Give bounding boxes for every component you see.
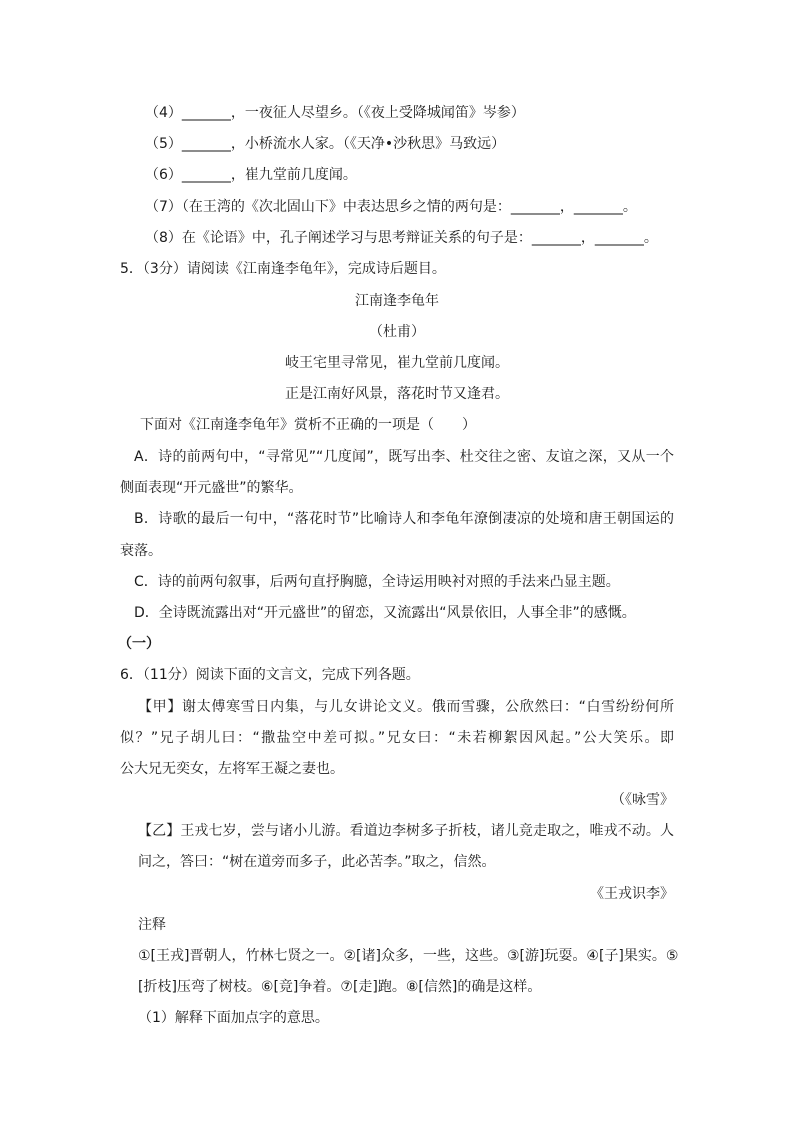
poem-title: 江南逢李龟年 [355, 293, 439, 309]
sub-question-1: （1）解释下面加点字的意思。 [138, 1010, 329, 1026]
poem-author: （杜甫） [369, 324, 425, 340]
option-d: D．全诗既流露出对“开元盛世”的留恋，又流露出“风景依旧，人事全非”的感慨。 [134, 605, 636, 621]
question-5-stem: 下面对《江南逢李龟年》赏析不正确的一项是（ ） [140, 417, 476, 433]
poem-line-2: 正是江南好风景，落花时节又逢君。 [285, 386, 509, 402]
passage-jia-source: （《咏雪》 [611, 792, 674, 808]
passage-yi-source: 《王戎识李》 [590, 886, 674, 902]
option-a-line-1: A．诗的前两句中，“寻常见”“几度闻”，既写出李、杜交往之密、友谊之深，又从一个 [134, 449, 674, 465]
fill-blank-item-8: （8）在《论语》中，孔子阐述学习与思考辩证关系的句子是：_______，_______。 [145, 230, 658, 246]
fill-blank-item-4: （4）_______，一夜征人尽望乡。（《夜上受降城闻笛》岑参） [145, 105, 525, 121]
fill-blank-item-6: （6）_______，崔九堂前几度闻。 [145, 167, 357, 183]
fill-blank-item-7: （7）（在王湾的《次北固山下》中表达思乡之情的两句是：_______，_______。 [145, 199, 637, 215]
passage-yi-line-1: 【乙】王戎七岁，尝与诸小儿游。看道边李树多子折枝，诸儿竞走取之，唯戎不动。人 [138, 823, 674, 839]
poem-line-1: 岐王宅里寻常见，崔九堂前几度闻。 [285, 355, 509, 371]
section-heading: （一） [118, 636, 160, 652]
option-a-line-2: 侧面表现“开元盛世”的繁华。 [120, 480, 303, 496]
passage-jia-line-1: 【甲】谢太傅寒雪日内集，与儿女讲论文义。俄而雪骤，公欣然曰：“白雪纷纷何所 [138, 699, 674, 715]
option-b-line-2: 衰落。 [120, 543, 162, 559]
passage-jia-line-2: 似？”兄子胡儿曰：“撒盐空中差可拟。”兄女曰：“未若柳絮因风起。”公大笑乐。即 [120, 730, 674, 746]
question-5-heading: 5．（3分）请阅读《江南逢李龟年》，完成诗后题目。 [120, 261, 446, 277]
notes-line-1: ①[王戎]晋朝人，竹林七贤之一。②[诸]众多，一些，这些。③[游]玩耍。④[子]果实。⑤ [138, 948, 679, 964]
question-6-heading: 6．（11分）阅读下面的文言文，完成下列各题。 [120, 667, 420, 683]
fill-blank-item-5: （5）_______，小桥流水人家。（《天净•沙秋思》马致远） [145, 136, 506, 152]
passage-yi-line-2: 问之，答曰：“树在道旁而多子，此必苦李。”取之，信然。 [138, 854, 496, 870]
notes-line-2: [折枝]压弯了树枝。⑥[竞]争着。⑦[走]跑。⑧[信然]的确是这样。 [138, 979, 542, 995]
option-c: C．诗的前两句叙事，后两句直抒胸臆，全诗运用映衬对照的手法来凸显主题。 [134, 574, 620, 590]
notes-heading: 注释 [138, 917, 166, 933]
option-b-line-1: B．诗歌的最后一句中，“落花时节”比喻诗人和李龟年潦倒凄凉的处境和唐王朝国运的 [134, 511, 674, 527]
passage-jia-line-3: 公大兄无奕女，左将军王凝之妻也。 [120, 761, 344, 777]
